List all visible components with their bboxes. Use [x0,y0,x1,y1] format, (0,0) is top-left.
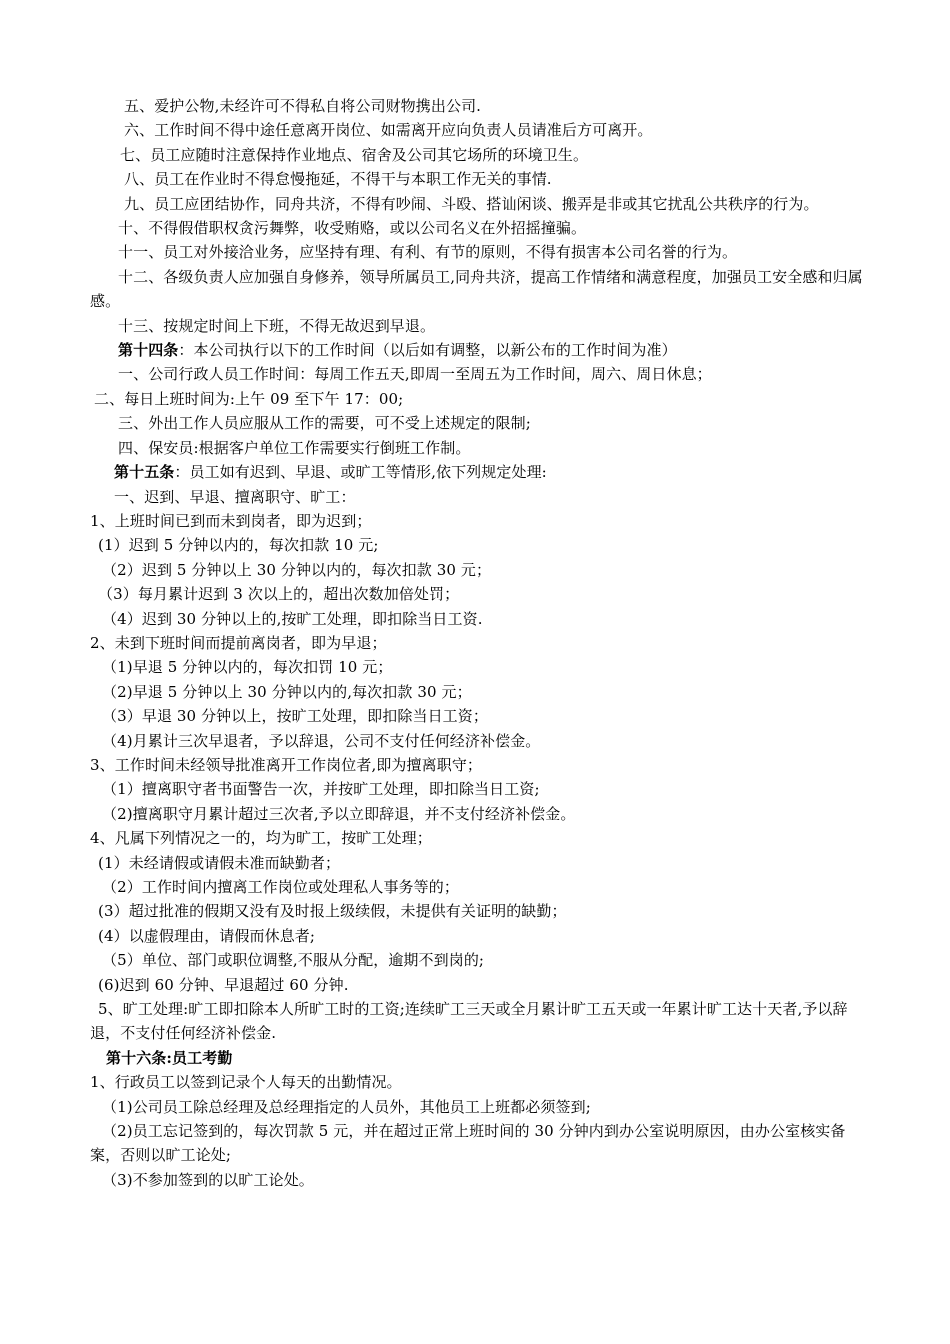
paragraph-text: (1）迟到 5 分钟以内的，每次扣款 10 元; [98,536,379,555]
paragraph-line [90,1168,865,1192]
paragraph-line [90,655,865,679]
paragraph-line [90,216,865,240]
article-label: 第十五条 [114,463,175,482]
paragraph-line [90,240,865,264]
paragraph-text: :员工考勤 [166,1048,233,1067]
paragraph-line [90,265,865,314]
paragraph-text: （4）迟到 30 分钟以上的,按旷工处理，即扣除当日工资. [102,609,483,628]
paragraph-text: (3）超过批准的假期又没有及时报上级续假，未提供有关证明的缺勤； [98,902,567,921]
paragraph-text: (4）以虚假理由，请假而休息者; [98,926,316,945]
paragraph-text: 1、上班时间已到而未到岗者，即为迟到； [90,511,372,530]
paragraph-text: （3）早退 30 分钟以上，按旷工处理，即扣除当日工资； [102,707,488,726]
paragraph-text: （1)早退 5 分钟以内的，每次扣罚 10 元； [102,658,393,677]
paragraph-text: （2)早退 5 分钟以上 30 分钟以内的,每次扣款 30 元； [102,682,472,701]
paragraph-line [90,1046,865,1070]
paragraph-line [90,118,865,142]
paragraph-text: 一、迟到、早退、擅离职守、旷工： [114,487,356,506]
paragraph-text: 1、行政员工以签到记录个人每天的出勤情况。 [90,1073,402,1092]
paragraph-text: 4、凡属下列情况之一的，均为旷工，按旷工处理； [90,829,432,848]
paragraph-line [90,973,865,997]
paragraph-line [90,338,865,362]
paragraph-line [90,143,865,167]
article-label: 第十四条 [118,341,179,360]
paragraph-text: 十二、各级负责人应加强自身修养，领导所属员工,同舟共济，提高工作情绪和满意程度，加强员工安全感和归属感。 [90,267,863,311]
paragraph-text: 十一、员工对外接洽业务，应坚持有理、有利、有节的原则，不得有损害本公司名誉的行为。 [118,243,738,262]
paragraph-line [90,729,865,753]
paragraph-line [90,387,865,411]
paragraph-line [90,1119,865,1168]
paragraph-text: 十三、按规定时间上下班，不得无故迟到早退。 [118,316,436,335]
paragraph-text: 四、保安员:根据客户单位工作需要实行倒班工作制。 [118,438,471,457]
document-body [90,94,865,1192]
paragraph-text: 五、爱护公物,未经许可不得私自将公司财物携出公司. [124,97,482,115]
paragraph-line [90,851,865,875]
paragraph-text: 3、工作时间未经领导批准离开工作岗位者,即为擅离职守； [90,755,483,774]
paragraph-text: 5、旷工处理:旷工即扣除本人所旷工时的工资;连续旷工三天或全月累计旷工五天或一年累计旷工达十天者,予以辞退，不支付任何经济补偿金. [90,1000,848,1043]
paragraph-text: 八、员工在作业时不得怠慢拖延，不得干与本职工作无关的事情. [124,170,552,189]
paragraph-line [90,362,865,386]
paragraph-text: （2）工作时间内擅离工作岗位或处理私人事务等的； [102,878,459,896]
paragraph-text: 二、每日上班时间为:上午 09 至下午 17：00; [94,389,404,408]
paragraph-line [90,607,865,631]
paragraph-line [90,558,865,582]
paragraph-text: 2、未到下班时间而提前离岗者，即为早退； [90,633,387,652]
paragraph-line [90,777,865,801]
paragraph-line [90,948,865,972]
paragraph-line [90,1095,865,1119]
paragraph-text: (1）未经请假或请假未准而缺勤者； [98,853,341,872]
paragraph-text: （3）每月累计迟到 3 次以上的，超出次数加倍处罚； [98,585,460,604]
paragraph-line [90,436,865,460]
paragraph-line [90,875,865,899]
paragraph-line [90,997,865,1046]
paragraph-text: 九、员工应团结协作，同舟共济，不得有吵闹、斗殴、搭讪闲谈、搬弄是非或其它扰乱公共秩序的行为。 [124,194,819,213]
paragraph-line [90,167,865,191]
article-label: 第十六条 [106,1048,167,1067]
paragraph-line [90,94,865,118]
paragraph-line [90,485,865,509]
paragraph-line [90,826,865,850]
paragraph-text: （2)员工忘记签到的，每次罚款 5 元，并在超过正常上班时间的 30 分钟内到办公室说明原因，由办公室核实备案，否则以旷工论处; [90,1122,846,1165]
paragraph-text: 七、员工应随时注意保持作业地点、宿舍及公司其它场所的环境卫生。 [120,145,589,164]
paragraph-line [90,509,865,533]
paragraph-line [90,680,865,704]
paragraph-text: (6)迟到 60 分钟、早退超过 60 分钟. [98,975,349,994]
paragraph-line [90,802,865,826]
paragraph-line [90,411,865,435]
paragraph-line [90,753,865,777]
paragraph-line [90,460,865,484]
paragraph-line [90,924,865,948]
paragraph-text: ：本公司执行以下的工作时间（以后如有调整，以新公布的工作时间为准） [178,341,677,360]
paragraph-text: （5）单位、部门或职位调整,不服从分配，逾期不到岗的; [102,951,485,970]
paragraph-text: （2)擅离职守月累计超过三次者,予以立即辞退，并不支付经济补偿金。 [102,804,576,823]
paragraph-text: （1）擅离职守者书面警告一次，并按旷工处理，即扣除当日工资; [102,780,540,799]
paragraph-line [90,582,865,606]
paragraph-line [90,704,865,728]
paragraph-line [90,1070,865,1094]
paragraph-text: （2）迟到 5 分钟以上 30 分钟以内的，每次扣款 30 元； [102,560,492,579]
paragraph-text: 六、工作时间不得中途任意离开岗位、如需离开应向负责人员请准后方可离开。 [124,121,653,140]
paragraph-text: 三、外出工作人员应服从工作的需要，可不受上述规定的限制; [118,414,531,433]
paragraph-text: 十、不得假借职权贪污舞弊，收受贿赂，或以公司名义在外招摇撞骗。 [118,219,587,238]
paragraph-line [90,314,865,338]
paragraph-line [90,631,865,655]
paragraph-text: （3)不参加签到的以旷工论处。 [102,1170,314,1189]
paragraph-line [90,192,865,216]
paragraph-line [90,899,865,923]
paragraph-line [90,533,865,557]
paragraph-text: 一、公司行政人员工作时间：每周工作五天,即周一至周五为工作时间，周六、周日休息； [118,365,712,384]
paragraph-text: ：员工如有迟到、早退、或旷工等情形,依下列规定处理: [174,463,547,482]
paragraph-text: （4)月累计三次早退者，予以辞退，公司不支付任何经济补偿金。 [102,731,541,750]
paragraph-text: （1)公司员工除总经理及总经理指定的人员外，其他员工上班都必须签到; [102,1097,591,1116]
